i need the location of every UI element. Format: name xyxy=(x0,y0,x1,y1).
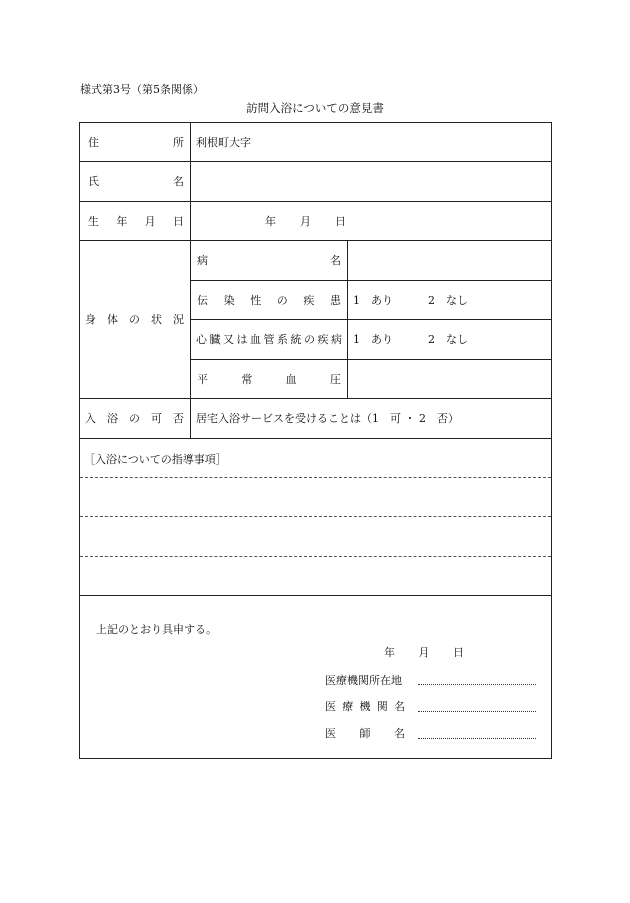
blood-pressure-field[interactable] xyxy=(348,360,551,397)
disease-name-field[interactable] xyxy=(348,241,551,279)
document-title: 訪問入浴についての意見書 xyxy=(246,101,384,115)
institution-name-label: 医 療 機 関 名 xyxy=(325,700,405,713)
sign-date[interactable]: 年 月 日 xyxy=(384,646,464,659)
guidance-header: ［入浴についての指導事項］ xyxy=(84,453,227,466)
cardiac-disease-label: 心 臓 又 は 血 管 系 統 の 疾 病 xyxy=(196,333,342,346)
infectious-yes-option[interactable]: 1 あり xyxy=(353,293,393,307)
bathing-availability-value[interactable]: 居宅入浴サービスを受けることは（1 可 ・ 2 否） xyxy=(196,412,459,425)
address-value: 利根町大字 xyxy=(196,135,251,149)
doctor-name-field[interactable] xyxy=(418,738,536,739)
divider xyxy=(79,595,552,596)
cardiac-yes-option[interactable]: 1 あり xyxy=(353,333,393,346)
birthdate-label: 生 年 月 日 xyxy=(88,214,184,228)
address-label: 住 所 xyxy=(88,135,184,149)
institution-address-field[interactable] xyxy=(418,684,536,685)
infectious-disease-label: 伝 染 性 の 疾 患 xyxy=(197,293,341,307)
guidance-text-area[interactable] xyxy=(80,478,551,594)
name-label: 氏 名 xyxy=(88,175,184,188)
physical-condition-label: 身 体 の 状 況 xyxy=(85,313,184,326)
declaration-text: 上記のとおり具申する。 xyxy=(96,623,217,636)
name-field[interactable] xyxy=(191,162,551,200)
blood-pressure-label: 平 常 血 圧 xyxy=(197,372,341,386)
institution-address-label: 医療機関所在地 xyxy=(325,674,402,687)
cardiac-no-option[interactable]: 2 なし xyxy=(428,333,468,346)
birthdate-field[interactable]: 年 月 日 xyxy=(265,214,346,228)
form-number: 様式第3号（第5条関係） xyxy=(80,83,204,96)
divider xyxy=(79,438,552,439)
infectious-no-option[interactable]: 2 なし xyxy=(428,293,468,307)
institution-name-field[interactable] xyxy=(418,711,536,712)
disease-name-label: 病 名 xyxy=(197,254,341,267)
bathing-label: 入 浴 の 可 否 xyxy=(85,412,184,425)
doctor-name-label: 医 師 名 xyxy=(325,727,405,740)
